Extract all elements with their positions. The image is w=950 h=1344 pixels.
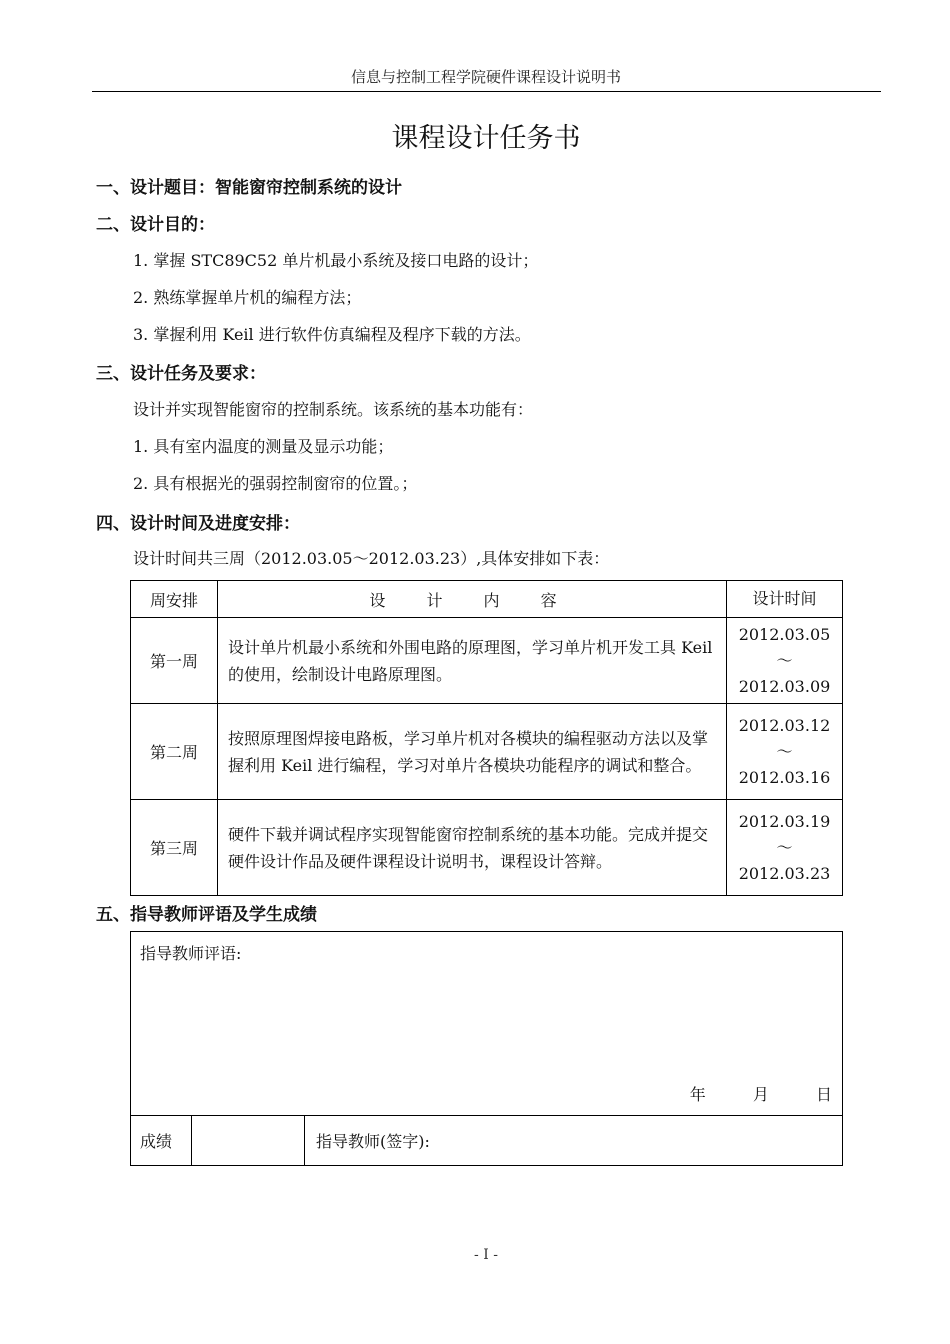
page-number: - I -: [474, 1247, 498, 1263]
week-content: 设计单片机最小系统和外围电路的原理图，学习单片机开发工具 Keil 的使用，绘制设计电路原理图。: [218, 618, 727, 704]
time-separator: ～: [776, 837, 793, 857]
task-item-1: 1. 具有室内温度的测量及显示功能；: [133, 437, 394, 456]
time-end: 2012.03.16: [738, 767, 831, 787]
schedule-row: [131, 618, 843, 704]
section-3-heading: 三、设计任务及要求：: [96, 364, 266, 384]
date-day: 日: [815, 1085, 832, 1104]
page-header: 信息与控制工程学院硬件课程设计说明书: [350, 68, 621, 86]
time-start: 2012.03.05: [738, 624, 831, 644]
schedule-row: [131, 704, 843, 800]
week-label: 第二周: [131, 704, 218, 800]
schedule-table: [130, 580, 843, 896]
week-time: [727, 618, 843, 704]
section-1-heading: 一、设计题目：智能窗帘控制系统的设计: [96, 178, 402, 198]
task-item-2: 2. 具有根据光的强弱控制窗帘的位置。；: [133, 474, 418, 493]
signature-label: 指导教师(签字):: [305, 1116, 843, 1166]
schedule-header-row: [131, 581, 843, 618]
purpose-item-2: 2. 熟练掌握单片机的编程方法；: [133, 288, 362, 307]
header-content: 设 计 内 容: [218, 581, 727, 618]
week-time: [727, 800, 843, 896]
week-label: 第一周: [131, 618, 218, 704]
comment-label: 指导教师评语:: [140, 944, 242, 963]
date-year: 年: [689, 1085, 706, 1104]
purpose-item-1: 1. 掌握 STC89C52 单片机最小系统及接口电路的设计；: [133, 251, 539, 270]
time-end: 2012.03.09: [738, 676, 831, 696]
time-separator: ～: [776, 741, 793, 761]
section-5-heading: 五、指导教师评语及学生成绩: [96, 905, 317, 925]
schedule-row: [131, 800, 843, 896]
document-title: 课程设计任务书: [391, 123, 581, 154]
schedule-intro: 设计时间共三周（2012.03.05～2012.03.23）,具体安排如下表：: [133, 549, 610, 568]
evaluation-table: [130, 931, 843, 1166]
purpose-item-3: 3. 掌握利用 Keil 进行软件仿真编程及程序下载的方法。: [133, 325, 531, 344]
week-label: 第三周: [131, 800, 218, 896]
time-start: 2012.03.19: [738, 811, 831, 831]
week-time: [727, 704, 843, 800]
header-time: 设计时间: [727, 581, 843, 618]
tasks-intro: 设计并实现智能窗帘的控制系统。该系统的基本功能有：: [133, 400, 534, 419]
grade-value: [192, 1116, 305, 1166]
grade-row: [131, 1116, 843, 1166]
date-month: 月: [752, 1085, 769, 1104]
time-end: 2012.03.23: [738, 863, 831, 883]
week-content: 硬件下载并调试程序实现智能窗帘控制系统的基本功能。完成并提交硬件设计作品及硬件课程设计说明书，课程设计答辩。: [218, 800, 727, 896]
time-start: 2012.03.12: [738, 715, 831, 735]
grade-label: 成绩: [131, 1116, 192, 1166]
section-2-heading: 二、设计目的：: [96, 215, 215, 235]
header-week: 周安排: [131, 581, 218, 618]
time-separator: ～: [776, 650, 793, 670]
date-line: [648, 1082, 832, 1105]
comment-row: [131, 932, 843, 1116]
comment-cell: [131, 932, 843, 1116]
header-rule: [92, 91, 881, 92]
section-4-heading: 四、设计时间及进度安排：: [96, 514, 300, 534]
week-content: 按照原理图焊接电路板，学习单片机对各模块的编程驱动方法以及掌握利用 Keil 进行编程，学习对单片各模块功能程序的调试和整合。: [218, 704, 727, 800]
